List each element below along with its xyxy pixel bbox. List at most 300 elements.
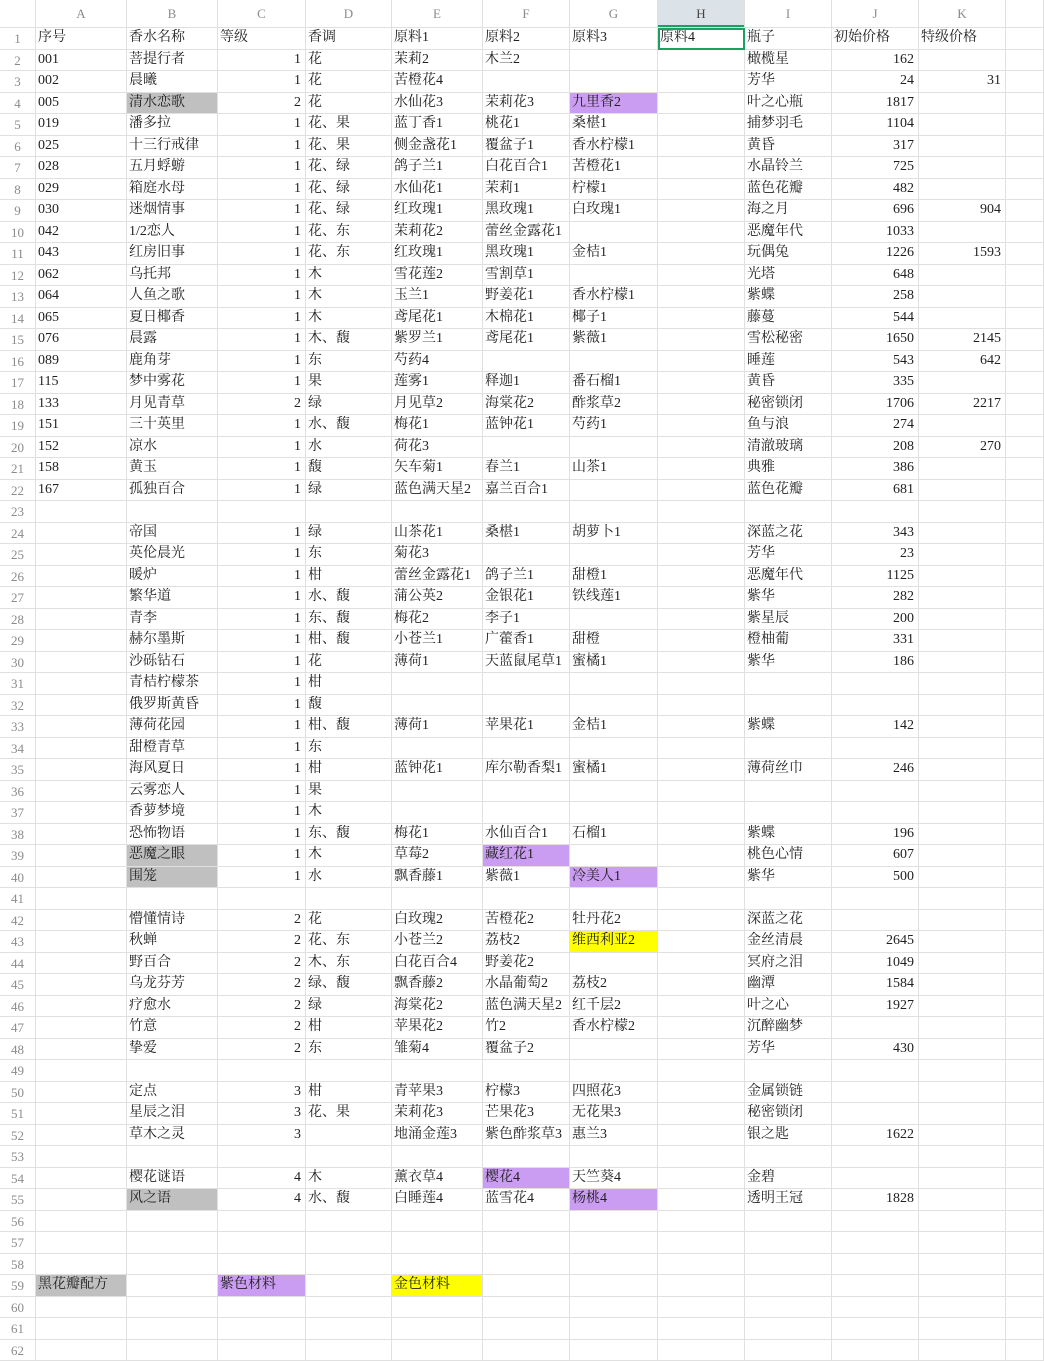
row-header-58[interactable]: 58: [0, 1254, 36, 1276]
cell-F8[interactable]: 茉莉1: [483, 179, 570, 201]
cell-I28[interactable]: 紫星辰: [745, 609, 832, 631]
cell-I55[interactable]: 透明王冠: [745, 1189, 832, 1211]
cell-H2[interactable]: [658, 50, 745, 72]
cell-F53[interactable]: [483, 1146, 570, 1168]
cell-J13[interactable]: 258: [832, 286, 919, 308]
cell-H42[interactable]: [658, 910, 745, 932]
cell-J5[interactable]: 1104: [832, 114, 919, 136]
cell-F39[interactable]: 藏红花1: [483, 845, 570, 867]
row-header-7[interactable]: 7: [0, 157, 36, 179]
row-header-44[interactable]: 44: [0, 953, 36, 975]
cell-J32[interactable]: [832, 695, 919, 717]
cell-K56[interactable]: [919, 1211, 1006, 1233]
cell-I7[interactable]: 水晶铃兰: [745, 157, 832, 179]
cell-B6[interactable]: 十三行戒律: [127, 136, 218, 158]
cell-B23[interactable]: [127, 501, 218, 523]
cell-F2[interactable]: 木兰2: [483, 50, 570, 72]
cell-K44[interactable]: [919, 953, 1006, 975]
cell-F9[interactable]: 黑玫瑰1: [483, 200, 570, 222]
cell-K28[interactable]: [919, 609, 1006, 631]
cell-K54[interactable]: [919, 1168, 1006, 1190]
cell-extra-9[interactable]: [1006, 200, 1044, 222]
cell-extra-55[interactable]: [1006, 1189, 1044, 1211]
cell-B21[interactable]: 黄玉: [127, 458, 218, 480]
cell-J44[interactable]: 1049: [832, 953, 919, 975]
cell-K9[interactable]: 904: [919, 200, 1006, 222]
cell-E53[interactable]: [392, 1146, 483, 1168]
cell-K51[interactable]: [919, 1103, 1006, 1125]
column-header-J[interactable]: J: [832, 0, 919, 28]
row-header-19[interactable]: 19: [0, 415, 36, 437]
cell-I60[interactable]: [745, 1297, 832, 1319]
cell-K17[interactable]: [919, 372, 1006, 394]
cell-H60[interactable]: [658, 1297, 745, 1319]
cell-B54[interactable]: 樱花谜语: [127, 1168, 218, 1190]
row-header-14[interactable]: 14: [0, 308, 36, 330]
cell-A16[interactable]: 089: [36, 351, 127, 373]
cell-extra-20[interactable]: [1006, 437, 1044, 459]
column-header-A[interactable]: A: [36, 0, 127, 28]
cell-H4[interactable]: [658, 93, 745, 115]
cell-C49[interactable]: [218, 1060, 306, 1082]
cell-I29[interactable]: 橙柚葡: [745, 630, 832, 652]
cell-C7[interactable]: 1: [218, 157, 306, 179]
cell-C11[interactable]: 1: [218, 243, 306, 265]
cell-extra-39[interactable]: [1006, 845, 1044, 867]
cell-E55[interactable]: 白睡莲4: [392, 1189, 483, 1211]
cell-A24[interactable]: [36, 523, 127, 545]
cell-K5[interactable]: [919, 114, 1006, 136]
cell-D43[interactable]: 花、东: [306, 931, 392, 953]
cell-F57[interactable]: [483, 1232, 570, 1254]
cell-A44[interactable]: [36, 953, 127, 975]
cell-A37[interactable]: [36, 802, 127, 824]
cell-C34[interactable]: 1: [218, 738, 306, 760]
row-header-61[interactable]: 61: [0, 1318, 36, 1340]
cell-C21[interactable]: 1: [218, 458, 306, 480]
cell-extra-46[interactable]: [1006, 996, 1044, 1018]
cell-I54[interactable]: 金碧: [745, 1168, 832, 1190]
cell-J25[interactable]: 23: [832, 544, 919, 566]
cell-F29[interactable]: 广藿香1: [483, 630, 570, 652]
cell-extra-3[interactable]: [1006, 71, 1044, 93]
cell-I12[interactable]: 光塔: [745, 265, 832, 287]
cell-B52[interactable]: 草木之灵: [127, 1125, 218, 1147]
cell-extra-22[interactable]: [1006, 480, 1044, 502]
cell-extra-25[interactable]: [1006, 544, 1044, 566]
cell-F13[interactable]: 野姜花1: [483, 286, 570, 308]
cell-E50[interactable]: 青苹果3: [392, 1082, 483, 1104]
cell-F15[interactable]: 鸢尾花1: [483, 329, 570, 351]
cell-F31[interactable]: [483, 673, 570, 695]
cell-I13[interactable]: 紫蝶: [745, 286, 832, 308]
cell-C44[interactable]: 2: [218, 953, 306, 975]
cell-C42[interactable]: 2: [218, 910, 306, 932]
cell-B32[interactable]: 俄罗斯黄昏: [127, 695, 218, 717]
cell-extra-2[interactable]: [1006, 50, 1044, 72]
cell-D50[interactable]: 柑: [306, 1082, 392, 1104]
cell-E16[interactable]: 芍药4: [392, 351, 483, 373]
cell-B1[interactable]: 香水名称: [127, 28, 218, 50]
cell-H47[interactable]: [658, 1017, 745, 1039]
cell-E27[interactable]: 蒲公英2: [392, 587, 483, 609]
cell-H10[interactable]: [658, 222, 745, 244]
cell-H53[interactable]: [658, 1146, 745, 1168]
cell-K43[interactable]: [919, 931, 1006, 953]
cell-H45[interactable]: [658, 974, 745, 996]
cell-J51[interactable]: [832, 1103, 919, 1125]
cell-B11[interactable]: 红房旧事: [127, 243, 218, 265]
cell-A59[interactable]: 黑花瓣配方: [36, 1275, 127, 1297]
cell-extra-56[interactable]: [1006, 1211, 1044, 1233]
cell-D61[interactable]: [306, 1318, 392, 1340]
cell-I43[interactable]: 金丝清晨: [745, 931, 832, 953]
cell-C50[interactable]: 3: [218, 1082, 306, 1104]
row-header-30[interactable]: 30: [0, 652, 36, 674]
cell-H57[interactable]: [658, 1232, 745, 1254]
cell-H8[interactable]: [658, 179, 745, 201]
cell-H29[interactable]: [658, 630, 745, 652]
row-header-31[interactable]: 31: [0, 673, 36, 695]
cell-extra-59[interactable]: [1006, 1275, 1044, 1297]
cell-G21[interactable]: 山茶1: [570, 458, 658, 480]
cell-B19[interactable]: 三十英里: [127, 415, 218, 437]
cell-E25[interactable]: 菊花3: [392, 544, 483, 566]
cell-G3[interactable]: [570, 71, 658, 93]
cell-F55[interactable]: 蓝雪花4: [483, 1189, 570, 1211]
cell-H28[interactable]: [658, 609, 745, 631]
cell-K30[interactable]: [919, 652, 1006, 674]
cell-I34[interactable]: [745, 738, 832, 760]
cell-J20[interactable]: 208: [832, 437, 919, 459]
cell-H20[interactable]: [658, 437, 745, 459]
cell-A50[interactable]: [36, 1082, 127, 1104]
cell-extra-4[interactable]: [1006, 93, 1044, 115]
cell-A26[interactable]: [36, 566, 127, 588]
cell-I19[interactable]: 鱼与浪: [745, 415, 832, 437]
cell-D62[interactable]: [306, 1340, 392, 1361]
cell-extra-53[interactable]: [1006, 1146, 1044, 1168]
cell-F46[interactable]: 蓝色满天星2: [483, 996, 570, 1018]
cell-B26[interactable]: 暖炉: [127, 566, 218, 588]
cell-I20[interactable]: 清澈玻璃: [745, 437, 832, 459]
cell-D1[interactable]: 香调: [306, 28, 392, 50]
cell-D7[interactable]: 花、绿: [306, 157, 392, 179]
cell-G22[interactable]: [570, 480, 658, 502]
cell-extra-29[interactable]: [1006, 630, 1044, 652]
cell-E5[interactable]: 蓝丁香1: [392, 114, 483, 136]
cell-H32[interactable]: [658, 695, 745, 717]
cell-K47[interactable]: [919, 1017, 1006, 1039]
cell-G48[interactable]: [570, 1039, 658, 1061]
cell-F23[interactable]: [483, 501, 570, 523]
cell-H30[interactable]: [658, 652, 745, 674]
cell-B46[interactable]: 疗愈水: [127, 996, 218, 1018]
cell-J12[interactable]: 648: [832, 265, 919, 287]
row-header-3[interactable]: 3: [0, 71, 36, 93]
cell-K20[interactable]: 270: [919, 437, 1006, 459]
cell-I32[interactable]: [745, 695, 832, 717]
cell-extra-40[interactable]: [1006, 867, 1044, 889]
row-header-56[interactable]: 56: [0, 1211, 36, 1233]
cell-K12[interactable]: [919, 265, 1006, 287]
cell-A38[interactable]: [36, 824, 127, 846]
row-header-27[interactable]: 27: [0, 587, 36, 609]
cell-K48[interactable]: [919, 1039, 1006, 1061]
cell-J59[interactable]: [832, 1275, 919, 1297]
cell-C38[interactable]: 1: [218, 824, 306, 846]
cell-J1[interactable]: 初始价格: [832, 28, 919, 50]
cell-A41[interactable]: [36, 888, 127, 910]
cell-D3[interactable]: 花: [306, 71, 392, 93]
cell-B18[interactable]: 月见青草: [127, 394, 218, 416]
cell-H58[interactable]: [658, 1254, 745, 1276]
cell-E57[interactable]: [392, 1232, 483, 1254]
cell-K27[interactable]: [919, 587, 1006, 609]
cell-A42[interactable]: [36, 910, 127, 932]
cell-G17[interactable]: 番石榴1: [570, 372, 658, 394]
cell-B25[interactable]: 英伦晨光: [127, 544, 218, 566]
row-header-36[interactable]: 36: [0, 781, 36, 803]
cell-G19[interactable]: 芍药1: [570, 415, 658, 437]
cell-D19[interactable]: 水、馥: [306, 415, 392, 437]
cell-I58[interactable]: [745, 1254, 832, 1276]
cell-D55[interactable]: 水、馥: [306, 1189, 392, 1211]
cell-C2[interactable]: 1: [218, 50, 306, 72]
cell-D9[interactable]: 花、绿: [306, 200, 392, 222]
cell-K23[interactable]: [919, 501, 1006, 523]
row-header-13[interactable]: 13: [0, 286, 36, 308]
row-header-33[interactable]: 33: [0, 716, 36, 738]
cell-K58[interactable]: [919, 1254, 1006, 1276]
cell-G11[interactable]: 金桔1: [570, 243, 658, 265]
cell-E41[interactable]: [392, 888, 483, 910]
cell-F3[interactable]: [483, 71, 570, 93]
cell-G53[interactable]: [570, 1146, 658, 1168]
cell-J50[interactable]: [832, 1082, 919, 1104]
cell-G34[interactable]: [570, 738, 658, 760]
cell-H11[interactable]: [658, 243, 745, 265]
cell-D10[interactable]: 花、东: [306, 222, 392, 244]
cell-E48[interactable]: 雏菊4: [392, 1039, 483, 1061]
cell-extra-61[interactable]: [1006, 1318, 1044, 1340]
cell-B48[interactable]: 挚爱: [127, 1039, 218, 1061]
cell-G62[interactable]: [570, 1340, 658, 1361]
cell-extra-1[interactable]: [1006, 28, 1044, 50]
cell-E3[interactable]: 苦橙花4: [392, 71, 483, 93]
cell-H43[interactable]: [658, 931, 745, 953]
cell-B31[interactable]: 青桔柠檬茶: [127, 673, 218, 695]
cell-F61[interactable]: [483, 1318, 570, 1340]
cell-F34[interactable]: [483, 738, 570, 760]
cell-A7[interactable]: 028: [36, 157, 127, 179]
cell-A39[interactable]: [36, 845, 127, 867]
row-header-48[interactable]: 48: [0, 1039, 36, 1061]
cell-C48[interactable]: 2: [218, 1039, 306, 1061]
cell-A9[interactable]: 030: [36, 200, 127, 222]
cell-G8[interactable]: 柠檬1: [570, 179, 658, 201]
row-header-2[interactable]: 2: [0, 50, 36, 72]
cell-C32[interactable]: 1: [218, 695, 306, 717]
cell-B36[interactable]: 云雾恋人: [127, 781, 218, 803]
cell-G18[interactable]: 酢浆草2: [570, 394, 658, 416]
cell-A30[interactable]: [36, 652, 127, 674]
cell-F59[interactable]: [483, 1275, 570, 1297]
cell-I22[interactable]: 蓝色花瓣: [745, 480, 832, 502]
cell-H26[interactable]: [658, 566, 745, 588]
column-header-C[interactable]: C: [218, 0, 306, 28]
cell-B53[interactable]: [127, 1146, 218, 1168]
cell-E4[interactable]: 水仙花3: [392, 93, 483, 115]
row-header-57[interactable]: 57: [0, 1232, 36, 1254]
cell-J34[interactable]: [832, 738, 919, 760]
cell-I50[interactable]: 金属锁链: [745, 1082, 832, 1104]
cell-K31[interactable]: [919, 673, 1006, 695]
cell-J48[interactable]: 430: [832, 1039, 919, 1061]
cell-E31[interactable]: [392, 673, 483, 695]
cell-H54[interactable]: [658, 1168, 745, 1190]
cell-J24[interactable]: 343: [832, 523, 919, 545]
cell-H15[interactable]: [658, 329, 745, 351]
cell-J19[interactable]: 274: [832, 415, 919, 437]
row-header-35[interactable]: 35: [0, 759, 36, 781]
cell-F33[interactable]: 苹果花1: [483, 716, 570, 738]
cell-J17[interactable]: 335: [832, 372, 919, 394]
cell-I59[interactable]: [745, 1275, 832, 1297]
cell-K59[interactable]: [919, 1275, 1006, 1297]
cell-extra-14[interactable]: [1006, 308, 1044, 330]
cell-J41[interactable]: [832, 888, 919, 910]
cell-D38[interactable]: 东、馥: [306, 824, 392, 846]
cell-F19[interactable]: 蓝钟花1: [483, 415, 570, 437]
cell-G29[interactable]: 甜橙: [570, 630, 658, 652]
cell-G25[interactable]: [570, 544, 658, 566]
cell-extra-10[interactable]: [1006, 222, 1044, 244]
cell-F18[interactable]: 海棠花2: [483, 394, 570, 416]
cell-H31[interactable]: [658, 673, 745, 695]
cell-I21[interactable]: 典雅: [745, 458, 832, 480]
cell-K22[interactable]: [919, 480, 1006, 502]
cell-E11[interactable]: 红玫瑰1: [392, 243, 483, 265]
cell-D13[interactable]: 木: [306, 286, 392, 308]
cell-A62[interactable]: [36, 1340, 127, 1361]
cell-G51[interactable]: 无花果3: [570, 1103, 658, 1125]
cell-D26[interactable]: 柑: [306, 566, 392, 588]
cell-B28[interactable]: 青李: [127, 609, 218, 631]
cell-J14[interactable]: 544: [832, 308, 919, 330]
cell-I49[interactable]: [745, 1060, 832, 1082]
cell-B15[interactable]: 晨露: [127, 329, 218, 351]
cell-A15[interactable]: 076: [36, 329, 127, 351]
cell-J3[interactable]: 24: [832, 71, 919, 93]
cell-A14[interactable]: 065: [36, 308, 127, 330]
cell-D23[interactable]: [306, 501, 392, 523]
cell-A6[interactable]: 025: [36, 136, 127, 158]
cell-I35[interactable]: 薄荷丝巾: [745, 759, 832, 781]
cell-A19[interactable]: 151: [36, 415, 127, 437]
cell-H51[interactable]: [658, 1103, 745, 1125]
cell-I53[interactable]: [745, 1146, 832, 1168]
cell-A3[interactable]: 002: [36, 71, 127, 93]
cell-D49[interactable]: [306, 1060, 392, 1082]
cell-J31[interactable]: [832, 673, 919, 695]
cell-J49[interactable]: [832, 1060, 919, 1082]
cell-E2[interactable]: 茉莉2: [392, 50, 483, 72]
cell-G10[interactable]: [570, 222, 658, 244]
cell-extra-8[interactable]: [1006, 179, 1044, 201]
cell-extra-47[interactable]: [1006, 1017, 1044, 1039]
cell-C31[interactable]: 1: [218, 673, 306, 695]
cell-E28[interactable]: 梅花2: [392, 609, 483, 631]
cell-E22[interactable]: 蓝色满天星2: [392, 480, 483, 502]
cell-H9[interactable]: [658, 200, 745, 222]
cell-I10[interactable]: 恶魔年代: [745, 222, 832, 244]
cell-H19[interactable]: [658, 415, 745, 437]
cell-G59[interactable]: [570, 1275, 658, 1297]
cell-H44[interactable]: [658, 953, 745, 975]
row-header-17[interactable]: 17: [0, 372, 36, 394]
cell-K49[interactable]: [919, 1060, 1006, 1082]
cell-C43[interactable]: 2: [218, 931, 306, 953]
cell-H24[interactable]: [658, 523, 745, 545]
cell-D28[interactable]: 东、馥: [306, 609, 392, 631]
cell-G42[interactable]: 牡丹花2: [570, 910, 658, 932]
cell-I3[interactable]: 芳华: [745, 71, 832, 93]
cell-G4[interactable]: 九里香2: [570, 93, 658, 115]
cell-extra-36[interactable]: [1006, 781, 1044, 803]
cell-A13[interactable]: 064: [36, 286, 127, 308]
cell-A54[interactable]: [36, 1168, 127, 1190]
cell-E20[interactable]: 荷花3: [392, 437, 483, 459]
cell-H62[interactable]: [658, 1340, 745, 1361]
cell-A28[interactable]: [36, 609, 127, 631]
cell-B20[interactable]: 凉水: [127, 437, 218, 459]
cell-J61[interactable]: [832, 1318, 919, 1340]
cell-A40[interactable]: [36, 867, 127, 889]
cell-I44[interactable]: 冥府之泪: [745, 953, 832, 975]
cell-E42[interactable]: 白玫瑰2: [392, 910, 483, 932]
cell-K10[interactable]: [919, 222, 1006, 244]
cell-D18[interactable]: 绿: [306, 394, 392, 416]
cell-I17[interactable]: 黄昏: [745, 372, 832, 394]
cell-G46[interactable]: 红千层2: [570, 996, 658, 1018]
cell-extra-15[interactable]: [1006, 329, 1044, 351]
cell-I6[interactable]: 黄昏: [745, 136, 832, 158]
column-header-extra[interactable]: [1006, 0, 1044, 28]
cell-F62[interactable]: [483, 1340, 570, 1361]
cell-D44[interactable]: 木、东: [306, 953, 392, 975]
cell-F35[interactable]: 库尔勒香梨1: [483, 759, 570, 781]
cell-J43[interactable]: 2645: [832, 931, 919, 953]
cell-D37[interactable]: 木: [306, 802, 392, 824]
cell-B44[interactable]: 野百合: [127, 953, 218, 975]
cell-H1[interactable]: 原料4: [658, 28, 745, 50]
cell-K29[interactable]: [919, 630, 1006, 652]
cell-extra-49[interactable]: [1006, 1060, 1044, 1082]
cell-J16[interactable]: 543: [832, 351, 919, 373]
cell-C23[interactable]: [218, 501, 306, 523]
cell-B34[interactable]: 甜橙青草: [127, 738, 218, 760]
cell-J33[interactable]: 142: [832, 716, 919, 738]
cell-A36[interactable]: [36, 781, 127, 803]
cell-G45[interactable]: 荔枝2: [570, 974, 658, 996]
row-header-53[interactable]: 53: [0, 1146, 36, 1168]
cell-J23[interactable]: [832, 501, 919, 523]
cell-extra-35[interactable]: [1006, 759, 1044, 781]
cell-J42[interactable]: [832, 910, 919, 932]
cell-D60[interactable]: [306, 1297, 392, 1319]
cell-G20[interactable]: [570, 437, 658, 459]
